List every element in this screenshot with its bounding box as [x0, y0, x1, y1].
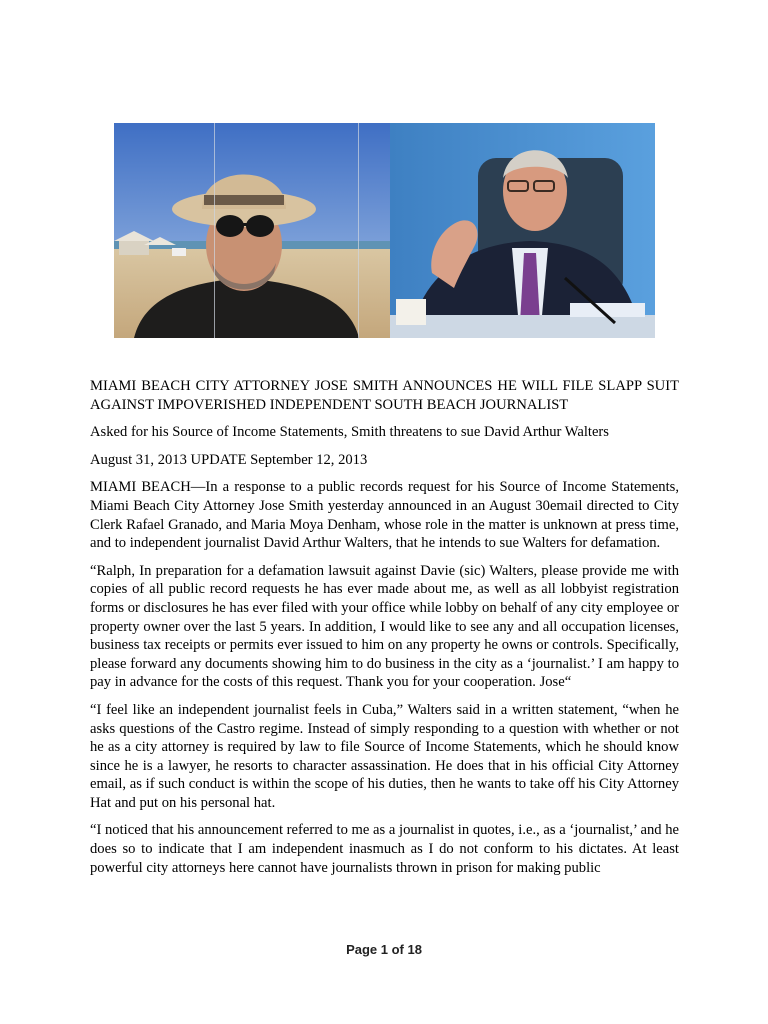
article-paragraph: “Ralph, In preparation for a defamation lawsuit against Davie (sic) Walters, please provide me with copies of all public record requests he has ever made about me, as well as all lobbyist registration forms or disclosures he has ever filed with your office while lobby on behalf of any city employee or property owner over the last 5 years. In addition, I would like to see any and all occupation licenses, business tax receipts or permits ever issued to him on any property he owns or controls. Specifically, please forward any documents showing him to do business in the city as a ‘journalist.’ I am happy to pay in advance for the costs of this request. Thank you for your cooperation. Jose“	[90, 562, 679, 691]
council-meeting-photo	[390, 123, 655, 338]
article-paragraph: MIAMI BEACH—In a response to a public records request for his Source of Income Statements, Miami Beach City Attorney Jose Smith yesterday announced in an August 30email directed to City Clerk Rafael Granado, and Maria Moya Denham, whose role in the matter is unknown at press time, and to independent journalist David Arthur Walters, that he intends to sue Walters for defamation.	[90, 479, 679, 552]
council-meeting-image	[390, 123, 655, 338]
article-dateline: August 31, 2013 UPDATE September 12, 2013	[90, 451, 368, 468]
article-paragraph: “I noticed that his announcement referred to me as a journalist in quotes, i.e., as a ‘journalist,’ and he does so to indicate that I am independent inasmuch as I do not conform to his dictates. At least powerful city attorneys here cannot have journalists thrown in prison for making public	[90, 822, 679, 876]
beach-selfie-photo	[114, 123, 390, 338]
article-subtitle: Asked for his Source of Income Statements, Smith threatens to sue David Arthur Walters	[90, 424, 609, 441]
beach-selfie-image	[114, 123, 390, 338]
page-number: Page 1 of 18	[346, 942, 422, 957]
article-body	[90, 377, 679, 886]
photo-strip	[114, 123, 655, 338]
article-headline: MIAMI BEACH CITY ATTORNEY JOSE SMITH ANNOUNCES HE WILL FILE SLAPP SUIT AGAINST IMPOVERISHED INDEPENDENT SOUTH BEACH JOURNALIST	[90, 378, 679, 413]
article-paragraph: “I feel like an independent journalist feels in Cuba,” Walters said in a written statement, “when he asks questions of the Castro regime. Instead of simply responding to a question with whether or not he as a city attorney is required by law to file Source of Income Statements, which he should know since he is a lawyer, he resorts to character assassination. He does that in his official City Attorney email, as if such conduct is within the scope of his duties, then he wants to take off his City Attorney Hat and put on his personal hat.	[90, 701, 679, 811]
